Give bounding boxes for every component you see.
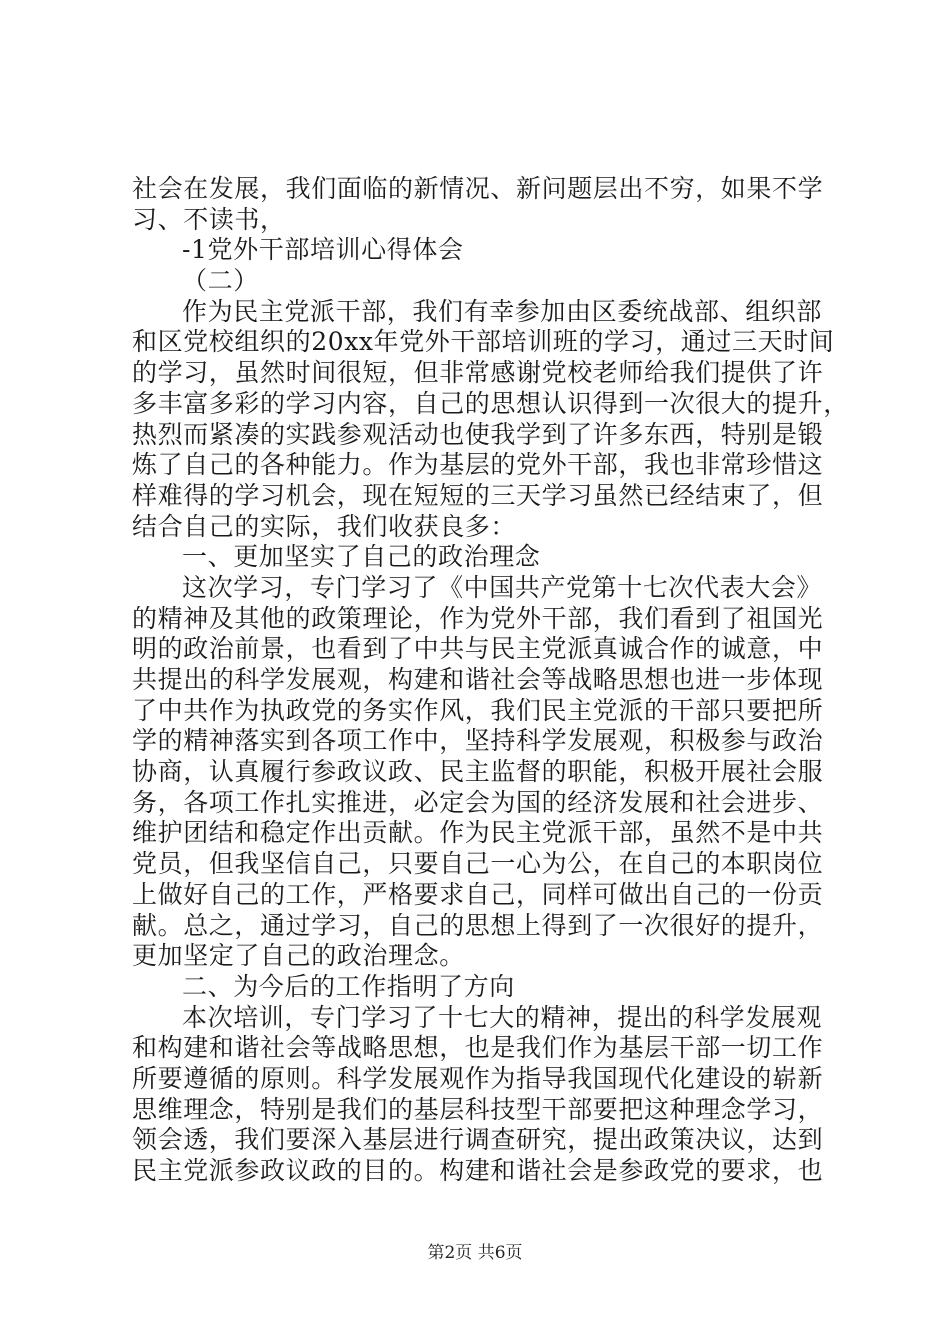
text-line: 和区党校组织的20xx年党外干部培训班的学习，通过三天时间 <box>132 327 835 357</box>
text-line: 明的政治前景，也看到了中共与民主党派真诚合作的诚意，中 <box>132 634 824 664</box>
text-line: 样难得的学习机会，现在短短的三天学习虽然已经结束了，但 <box>132 480 824 510</box>
text-line: 的学习，虽然时间很短，但非常感谢党校老师给我们提供了许 <box>132 358 824 388</box>
text-line: -1党外干部培训心得体会 <box>182 235 464 265</box>
text-line: 炼了自己的各种能力。作为基层的党外干部，我也非常珍惜这 <box>132 450 824 480</box>
text-line: 的精神及其他的政策理论，作为党外干部，我们看到了祖国光 <box>132 603 824 633</box>
text-line: 和构建和谐社会等战略思想，也是我们作为基层干部一切工作 <box>132 1033 824 1063</box>
text-line: 思维理念，特别是我们的基层科技型干部要把这种理念学习， <box>132 1094 824 1124</box>
text-line: 习、不读书， <box>132 204 286 234</box>
text-line: 上做好自己的工作，严格要求自己，同样可做出自己的一份贡 <box>132 879 824 909</box>
text-line: 热烈而紧凑的实践参观活动也使我学到了许多东西，特别是锻 <box>132 419 824 449</box>
text-line: 党员，但我坚信自己，只要自己一心为公，在自己的本职岗位 <box>132 849 824 879</box>
text-line: 本次培训，专门学习了十七大的精神，提出的科学发展观 <box>182 1002 823 1032</box>
text-line: 作为民主党派干部，我们有幸参加由区委统战部、组织部 <box>182 296 823 326</box>
text-line: 献。总之，通过学习，自己的思想上得到了一次很好的提升， <box>132 910 824 940</box>
text-line: 更加坚定了自己的政治理念。 <box>132 941 465 971</box>
text-line: 一、更加坚实了自己的政治理念 <box>182 542 541 572</box>
text-line: 务，各项工作扎实推进，必定会为国的经济发展和社会进步、 <box>132 787 824 817</box>
text-line: 二、为今后的工作指明了方向 <box>182 971 515 1001</box>
text-line: 了中共作为执政党的务实作风，我们民主党派的干部只要把所 <box>132 695 824 725</box>
text-line: 所要遵循的原则。科学发展观作为指导我国现代化建设的崭新 <box>132 1063 824 1093</box>
text-line: 民主党派参政议政的目的。构建和谐社会是参政党的要求，也 <box>132 1156 824 1185</box>
text-line: 共提出的科学发展观，构建和谐社会等战略思想也进一步体现 <box>132 665 824 694</box>
text-line: 学的精神落实到各项工作中，坚持科学发展观，积极参与政治 <box>132 726 824 756</box>
text-line: （二） <box>182 266 259 296</box>
text-line: 结合自己的实际，我们收获良多： <box>132 511 517 541</box>
page-footer: 第2页 共6页 <box>427 1243 523 1263</box>
text-line: 这次学习，专门学习了《中国共产党第十七次代表大会》 <box>182 572 823 602</box>
text-line: 社会在发展，我们面临的新情况、新问题层出不穷，如果不学 <box>132 174 824 203</box>
text-line: 领会透，我们要深入基层进行调查研究，提出政策决议，达到 <box>132 1125 824 1155</box>
document-body <box>132 174 849 1187</box>
text-line: 维护团结和稳定作出贡献。作为民主党派干部，虽然不是中共 <box>132 818 824 848</box>
text-line: 多丰富多彩的学习内容，自己的思想认识得到一次很大的提升， <box>132 388 849 418</box>
text-line: 协商，认真履行参政议政、民主监督的职能，积极开展社会服 <box>132 757 824 787</box>
